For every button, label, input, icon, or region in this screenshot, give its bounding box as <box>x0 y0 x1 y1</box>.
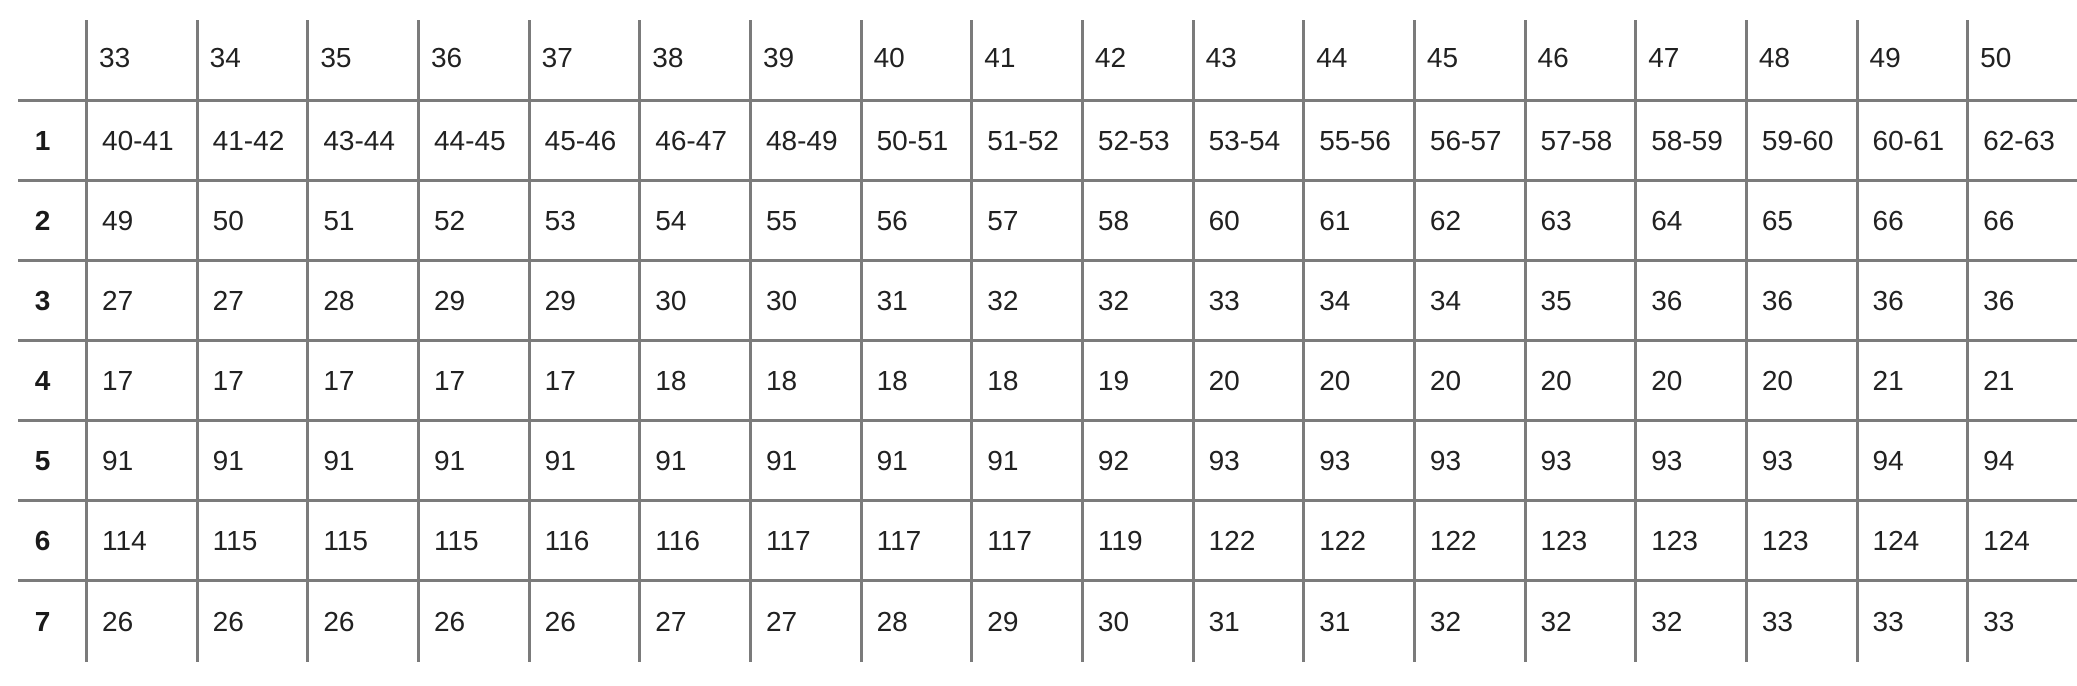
data-cell: 59-60 <box>1745 102 1856 182</box>
data-cell: 27 <box>85 262 196 342</box>
data-cell: 33 <box>1192 262 1303 342</box>
column-header-cell: 36 <box>417 0 528 102</box>
data-cell: 116 <box>638 502 749 582</box>
data-cell: 31 <box>860 262 971 342</box>
row-label-cell: 6 <box>0 502 85 582</box>
header-row <box>0 0 2077 102</box>
data-cell: 123 <box>1745 502 1856 582</box>
data-cell: 20 <box>1524 342 1635 422</box>
data-cell: 56-57 <box>1413 102 1524 182</box>
data-cell: 32 <box>970 262 1081 342</box>
data-cell: 30 <box>1081 582 1192 662</box>
column-header-cell: 38 <box>638 0 749 102</box>
data-cell: 20 <box>1745 342 1856 422</box>
data-cell: 122 <box>1302 502 1413 582</box>
data-cell: 31 <box>1192 582 1303 662</box>
data-cell: 44-45 <box>417 102 528 182</box>
data-cell: 60-61 <box>1856 102 1967 182</box>
data-cell: 45-46 <box>528 102 639 182</box>
data-cell: 93 <box>1413 422 1524 502</box>
data-cell: 28 <box>306 262 417 342</box>
data-cell: 52-53 <box>1081 102 1192 182</box>
data-cell: 20 <box>1634 342 1745 422</box>
data-cell: 91 <box>528 422 639 502</box>
data-cell: 50 <box>196 182 307 262</box>
data-cell: 32 <box>1081 262 1192 342</box>
data-cell: 32 <box>1524 582 1635 662</box>
table-row <box>0 342 2077 422</box>
left-edge-mask <box>0 0 18 663</box>
row-label-cell: 7 <box>34 606 51 637</box>
data-cell: 117 <box>860 502 971 582</box>
data-cell: 34 <box>1413 262 1524 342</box>
row-label-cell: 2 <box>0 182 85 262</box>
column-header-cell: 49 <box>1856 0 1967 102</box>
data-cell: 54 <box>638 182 749 262</box>
data-cell: 17 <box>417 342 528 422</box>
data-cell: 21 <box>1966 342 2077 422</box>
column-header-cell: 45 <box>1413 0 1524 102</box>
data-cell: 17 <box>528 342 639 422</box>
data-cell: 18 <box>638 342 749 422</box>
column-header-cell: 43 <box>1192 0 1303 102</box>
data-cell: 63 <box>1524 182 1635 262</box>
data-cell: 17 <box>85 342 196 422</box>
data-cell: 94 <box>1856 422 1967 502</box>
data-cell: 21 <box>1856 342 1967 422</box>
data-cell: 51 <box>306 182 417 262</box>
data-cell: 27 <box>749 582 860 662</box>
data-cell: 29 <box>970 582 1081 662</box>
data-cell: 92 <box>1081 422 1192 502</box>
data-cell: 55-56 <box>1302 102 1413 182</box>
data-cell: 91 <box>749 422 860 502</box>
data-cell: 55 <box>749 182 860 262</box>
data-cell: 115 <box>417 502 528 582</box>
table-header <box>0 0 2077 102</box>
column-header-cell: 35 <box>306 0 417 102</box>
data-cell: 30 <box>749 262 860 342</box>
data-cell: 60 <box>1192 182 1303 262</box>
column-header-cell: 34 <box>196 0 307 102</box>
data-cell: 91 <box>85 422 196 502</box>
data-cell: 91 <box>970 422 1081 502</box>
data-cell: 17 <box>196 342 307 422</box>
table-row <box>0 502 2077 582</box>
data-cell: 41-42 <box>196 102 307 182</box>
data-cell: 115 <box>306 502 417 582</box>
data-cell: 117 <box>970 502 1081 582</box>
data-cell: 56 <box>860 182 971 262</box>
data-cell: 32 <box>1413 582 1524 662</box>
data-cell: 58-59 <box>1634 102 1745 182</box>
data-cell: 20 <box>1413 342 1524 422</box>
data-cell: 117 <box>749 502 860 582</box>
data-cell: 29 <box>417 262 528 342</box>
data-cell: 33 <box>1856 582 1967 662</box>
data-cell: 62 <box>1413 182 1524 262</box>
data-cell: 115 <box>196 502 307 582</box>
column-header-cell: 39 <box>749 0 860 102</box>
table-body <box>0 102 2077 662</box>
data-cell: 20 <box>1192 342 1303 422</box>
column-header-cell: 41 <box>970 0 1081 102</box>
data-cell: 122 <box>1192 502 1303 582</box>
data-cell: 52 <box>417 182 528 262</box>
column-header-cell: 48 <box>1745 0 1856 102</box>
column-header-cell: 47 <box>1634 0 1745 102</box>
data-cell: 123 <box>1634 502 1745 582</box>
data-cell: 66 <box>1856 182 1967 262</box>
data-cell: 91 <box>417 422 528 502</box>
data-cell: 64 <box>1634 182 1745 262</box>
data-cell: 94 <box>1966 422 2077 502</box>
column-header-cell: 37 <box>528 0 639 102</box>
data-cell: 26 <box>417 582 528 662</box>
data-cell: 48-49 <box>749 102 860 182</box>
data-cell: 27 <box>638 582 749 662</box>
data-cell: 93 <box>1524 422 1635 502</box>
data-cell: 58 <box>1081 182 1192 262</box>
data-cell: 29 <box>528 262 639 342</box>
data-cell: 31 <box>1302 582 1413 662</box>
data-cell: 93 <box>1745 422 1856 502</box>
data-cell: 33 <box>1966 582 2077 662</box>
data-cell: 114 <box>85 502 196 582</box>
data-cell: 61 <box>1302 182 1413 262</box>
data-cell: 32 <box>1634 582 1745 662</box>
table-row <box>0 582 2077 662</box>
table-row <box>0 262 2077 342</box>
column-header-cell: 50 <box>1966 0 2077 102</box>
data-cell: 34 <box>1302 262 1413 342</box>
data-cell: 66 <box>1966 182 2077 262</box>
data-cell: 30 <box>638 262 749 342</box>
data-cell: 91 <box>306 422 417 502</box>
data-cell: 50-51 <box>860 102 971 182</box>
data-cell: 28 <box>860 582 971 662</box>
data-cell: 26 <box>196 582 307 662</box>
table-row <box>0 422 2077 502</box>
data-cell: 18 <box>749 342 860 422</box>
data-cell: 36 <box>1634 262 1745 342</box>
data-cell: 62-63 <box>1966 102 2077 182</box>
data-cell: 19 <box>1081 342 1192 422</box>
data-cell: 49 <box>85 182 196 262</box>
data-cell: 93 <box>1302 422 1413 502</box>
data-cell: 122 <box>1413 502 1524 582</box>
data-cell: 20 <box>1302 342 1413 422</box>
data-cell: 35 <box>1524 262 1635 342</box>
data-cell: 51-52 <box>970 102 1081 182</box>
data-cell: 36 <box>1745 262 1856 342</box>
data-cell: 27 <box>196 262 307 342</box>
data-cell: 36 <box>1966 262 2077 342</box>
data-cell: 91 <box>196 422 307 502</box>
column-header-cell: 46 <box>1524 0 1635 102</box>
data-cell: 65 <box>1745 182 1856 262</box>
data-cell: 123 <box>1524 502 1635 582</box>
data-cell: 40-41 <box>85 102 196 182</box>
data-cell: 53-54 <box>1192 102 1303 182</box>
row-label-cell: 4 <box>0 342 85 422</box>
data-cell: 116 <box>528 502 639 582</box>
data-cell: 26 <box>306 582 417 662</box>
data-cell: 17 <box>306 342 417 422</box>
row-label-cell: 3 <box>0 262 85 342</box>
column-header-cell: 42 <box>1081 0 1192 102</box>
data-cell: 18 <box>970 342 1081 422</box>
data-cell: 124 <box>1966 502 2077 582</box>
data-cell: 43-44 <box>306 102 417 182</box>
data-cell: 33 <box>1745 582 1856 662</box>
column-header-cell: 44 <box>1302 0 1413 102</box>
data-cell: 91 <box>860 422 971 502</box>
data-cell: 53 <box>528 182 639 262</box>
data-cell: 124 <box>1856 502 1967 582</box>
data-cell: 57-58 <box>1524 102 1635 182</box>
data-cell: 26 <box>85 582 196 662</box>
row-label-cell: 1 <box>0 102 85 182</box>
data-cell: 93 <box>1634 422 1745 502</box>
data-cell: 46-47 <box>638 102 749 182</box>
table-row <box>0 102 2077 182</box>
data-cell: 26 <box>528 582 639 662</box>
table-row <box>0 182 2077 262</box>
data-cell: 18 <box>860 342 971 422</box>
data-cell: 36 <box>1856 262 1967 342</box>
data-cell: 119 <box>1081 502 1192 582</box>
data-cell: 57 <box>970 182 1081 262</box>
row-label-cell: 5 <box>0 422 85 502</box>
column-header-cell: 33 <box>85 0 196 102</box>
data-cell: 93 <box>1192 422 1303 502</box>
data-cell: 91 <box>638 422 749 502</box>
column-header-cell: 40 <box>860 0 971 102</box>
